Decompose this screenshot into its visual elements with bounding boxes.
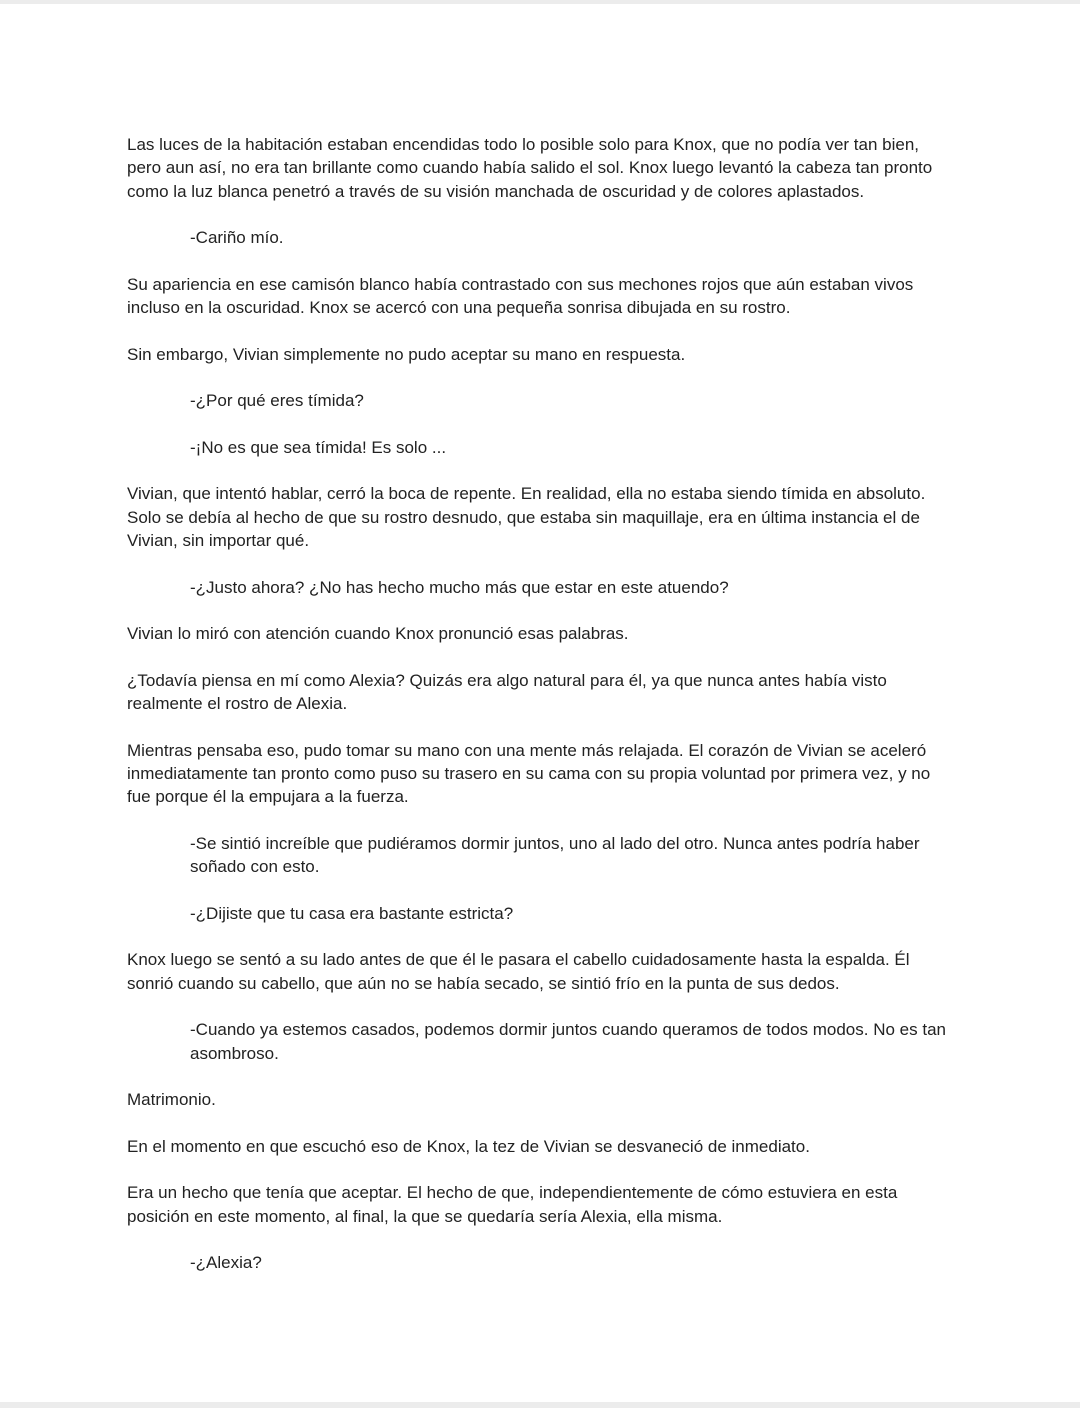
dialogue-line: -¿Justo ahora? ¿No has hecho mucho más que estar en este atuendo?	[190, 577, 729, 597]
paragraph: Sin embargo, Vivian simplemente no pudo aceptar su mano en respuesta.	[127, 344, 686, 364]
dialogue-line: -¿Por qué eres tímida?	[190, 391, 364, 411]
document-page	[0, 4, 1080, 1402]
paragraph: Vivian, que intentó hablar, cerró la boca de repente. En realidad, ella no estaba siendo tímida en absoluto. Solo se debía al hecho de que su rostro desnudo, que estaba sin maquillaje, era en última instancia el de Vivian, sin importar qué.	[127, 484, 926, 551]
paragraph: En el momento en que escuchó eso de Knox, la tez de Vivian se desvaneció de inmediato.	[127, 1136, 810, 1156]
dialogue-line: -Cuando ya estemos casados, podemos dormir juntos cuando queramos de todos modos. No es tan asombroso.	[190, 1020, 946, 1063]
paragraph: Las luces de la habitación estaban encendidas todo lo posible solo para Knox, que no podía ver tan bien, pero aun así, no era tan brillante como cuando había salido el sol. Knox luego levantó la cabeza tan pronto como la luz blanca penetró a través de su visión manchada de oscuridad y de colores aplastados.	[127, 135, 933, 201]
dialogue-line: -¡No es que sea tímida! Es solo ...	[190, 437, 447, 457]
paragraph: Era un hecho que tenía que aceptar. El hecho de que, independientemente de cómo estuviera en esta posición en este momento, al final, la que se quedaría sería Alexia, ella misma.	[127, 1183, 898, 1226]
dialogue-line: -¿Alexia?	[190, 1253, 262, 1273]
dialogue-line: -¿Dijiste que tu casa era bastante estricta?	[190, 903, 514, 923]
dialogue-line: -Cariño mío.	[190, 228, 284, 248]
paragraph: Knox luego se sentó a su lado antes de que él le pasara el cabello cuidadosamente hasta la espalda. Él sonrió cuando su cabello, que aún no se había secado, se sintió frío en la punta de sus dedos.	[127, 950, 910, 993]
paragraph: ¿Todavía piensa en mí como Alexia? Quizás era algo natural para él, ya que nunca antes había visto realmente el rostro de Alexia.	[127, 670, 887, 714]
paragraph: Mientras pensaba eso, pudo tomar su mano con una mente más relajada. El corazón de Vivian se aceleró inmediatamente tan pronto como puso su trasero en su cama con su propia voluntad por primera vez, y no fue porque él la empujara a la fuerza.	[127, 740, 931, 807]
paragraph: Matrimonio.	[127, 1090, 216, 1110]
dialogue-line: -Se sintió increíble que pudiéramos dormir juntos, uno al lado del otro. Nunca antes podría haber soñado con esto.	[190, 833, 920, 877]
paragraph: Su apariencia en ese camisón blanco había contrastado con sus mechones rojos que aún estaban vivos incluso en la oscuridad. Knox se acercó con una pequeña sonrisa dibujada en su rostro.	[127, 274, 914, 318]
document-body	[127, 133, 955, 1298]
paragraph: Vivian lo miró con atención cuando Knox pronunció esas palabras.	[127, 624, 629, 644]
